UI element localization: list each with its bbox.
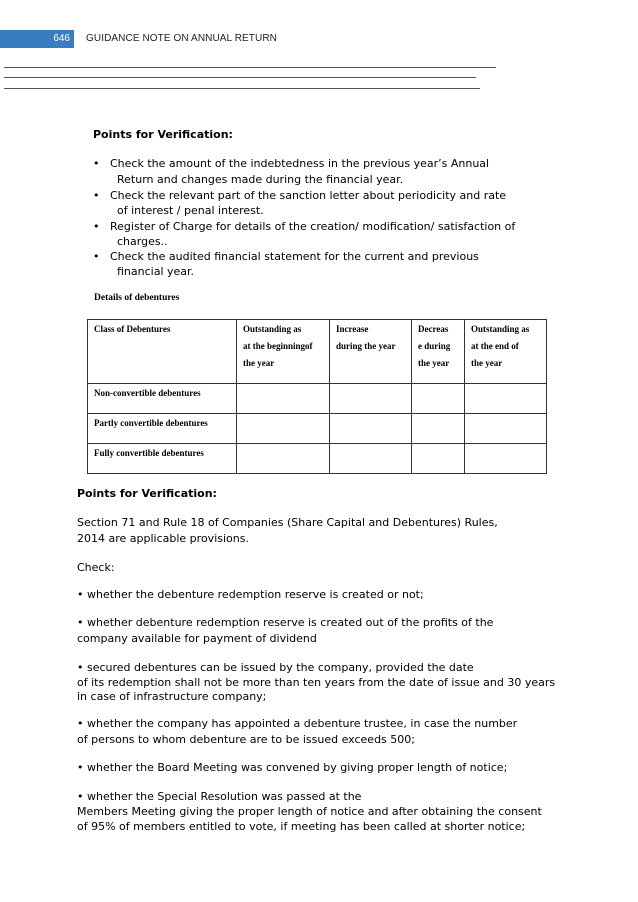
check-item-line: company available for payment of dividend — [77, 632, 317, 645]
paragraph-line: Section 71 and Rule 18 of Companies (Share Capital and Debentures) Rules, — [77, 516, 498, 529]
check-item: • whether the Board Meeting was convened by giving proper length of notice; — [77, 761, 508, 774]
bullet-icon: • — [93, 157, 100, 170]
divider-rule — [4, 77, 476, 78]
check-item-line: in case of infrastructure company; — [77, 690, 267, 703]
check-item: • whether the Special Resolution was passed at the — [77, 790, 362, 803]
bullet-icon: • — [93, 250, 100, 263]
table-cell — [330, 444, 412, 474]
row-label: Non-convertible debentures — [88, 384, 237, 414]
section-heading: Points for Verification: — [77, 487, 217, 500]
header-outstanding-end: Outstanding as at the end of the year — [465, 320, 547, 384]
bullet-line: Return and changes made during the financial year. — [117, 173, 404, 186]
row-label: Partly convertible debentures — [88, 414, 237, 444]
table-cell — [412, 444, 465, 474]
table-row — [88, 384, 547, 414]
table-cell — [330, 414, 412, 444]
check-item: • whether the debenture redemption reserve is created or not; — [77, 588, 424, 601]
running-title: GUIDANCE NOTE ON ANNUAL RETURN — [86, 33, 277, 44]
bullet-line: Register of Charge for details of the creation/ modification/ satisfaction of — [110, 220, 516, 233]
check-item-line: of its redemption shall not be more than ten years from the date of issue and 30 years — [77, 676, 556, 689]
divider-rule — [4, 88, 480, 89]
check-label: Check: — [77, 561, 115, 574]
bullet-line: of interest / penal interest. — [117, 204, 264, 217]
table-cell — [237, 444, 330, 474]
table-cell — [412, 384, 465, 414]
debentures-table — [87, 319, 547, 474]
table-caption: Details of debentures — [94, 293, 180, 303]
table-cell — [412, 414, 465, 444]
table-cell — [237, 414, 330, 444]
table-cell — [465, 414, 547, 444]
table-cell — [465, 384, 547, 414]
table-cell — [237, 384, 330, 414]
check-item-line: of 95% of members entitled to vote, if meeting has been called at shorter notice; — [77, 820, 526, 833]
bullet-line: Check the audited financial statement for the current and previous — [110, 250, 479, 263]
bullet-icon: • — [93, 189, 100, 202]
divider-rule — [4, 67, 496, 68]
check-item: • secured debentures can be issued by the company, provided the date — [77, 661, 474, 674]
bullet-line: financial year. — [117, 265, 195, 278]
check-item-line: Members Meeting giving the proper length of notice and after obtaining the consent — [77, 805, 542, 818]
bullet-line: charges.. — [117, 235, 168, 248]
header-class-of-debentures: Class of Debentures — [88, 320, 237, 384]
check-item-line: of persons to whom debenture are to be issued exceeds 500; — [77, 733, 415, 746]
section-heading: Points for Verification: — [93, 128, 233, 141]
check-item: • whether the company has appointed a debenture trustee, in case the number — [77, 717, 518, 730]
header-outstanding-beginning: Outstanding as at the beginningof the year — [237, 320, 330, 384]
bullet-icon: • — [93, 220, 100, 233]
table-row — [88, 414, 547, 444]
check-item: • whether debenture redemption reserve is created out of the profits of the — [77, 616, 494, 629]
paragraph-line: 2014 are applicable provisions. — [77, 532, 249, 545]
header-decrease: Decreas e during the year — [412, 320, 465, 384]
bullet-line: Check the relevant part of the sanction letter about periodicity and rate — [110, 189, 507, 202]
page-number: 646 — [0, 30, 74, 48]
bullet-line: Check the amount of the indebtedness in the previous year’s Annual — [110, 157, 490, 170]
table-header-row — [88, 320, 547, 384]
row-label: Fully convertible debentures — [88, 444, 237, 474]
table-row — [88, 444, 547, 474]
table-cell — [465, 444, 547, 474]
header-increase: Increase during the year — [330, 320, 412, 384]
table-cell — [330, 384, 412, 414]
